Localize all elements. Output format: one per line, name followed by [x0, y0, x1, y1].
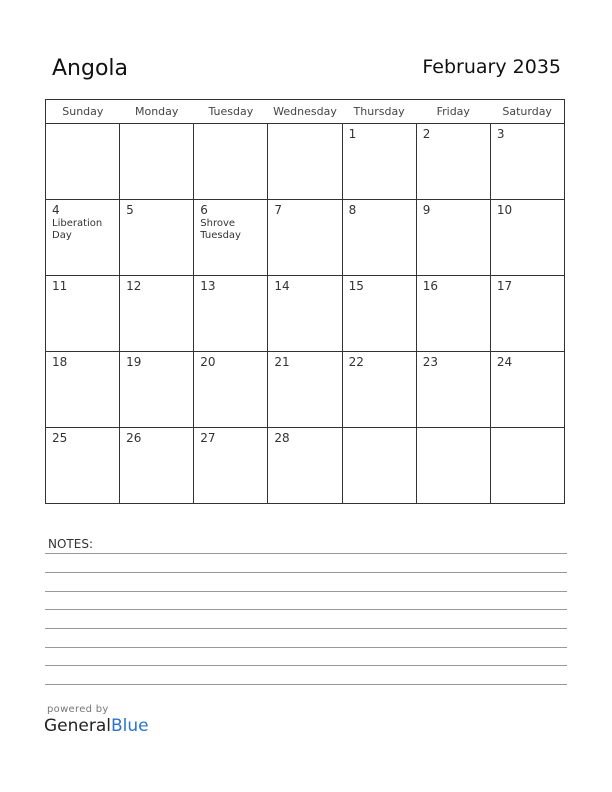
day-cell: [490, 352, 564, 428]
note-line: [45, 628, 567, 629]
day-number: 20: [200, 355, 216, 369]
day-cell: [194, 124, 268, 200]
weekday-header: Monday: [120, 100, 194, 124]
day-cell: [120, 124, 194, 200]
day-cell: [490, 200, 564, 276]
day-number: 17: [496, 279, 513, 293]
day-cell: [416, 428, 490, 504]
calendar-grid: [45, 99, 565, 504]
brand-blue: Blue: [111, 716, 149, 736]
day-number: 25: [52, 431, 68, 445]
week-row: [46, 428, 565, 504]
day-cell: [416, 124, 490, 200]
day-number: 12: [126, 279, 142, 293]
day-number: 14: [274, 279, 290, 293]
day-number: 4: [52, 203, 60, 217]
day-cell: [46, 124, 120, 200]
day-cell: [46, 428, 120, 504]
weekday-header: Tuesday: [194, 100, 268, 124]
weekday-header: Saturday: [490, 100, 564, 124]
holiday-label: Liberation Day: [52, 218, 103, 241]
day-number: 5: [126, 203, 134, 217]
day-cell: [342, 428, 416, 504]
day-number: 7: [274, 203, 283, 217]
day-number: 16: [422, 279, 438, 293]
week-row: [46, 276, 565, 352]
day-cell: [342, 124, 416, 200]
day-number: 1: [348, 127, 357, 141]
notes-label: NOTES:: [48, 537, 93, 551]
day-cell: [268, 352, 342, 428]
day-number: 22: [348, 355, 364, 369]
day-number: 23: [422, 355, 438, 369]
day-number: 26: [126, 431, 142, 445]
day-cell: [416, 352, 490, 428]
day-number: 6: [200, 203, 208, 217]
weekday-header: Thursday: [342, 100, 416, 124]
day-number: 3: [496, 127, 505, 141]
day-cell: [194, 200, 268, 276]
day-number: 21: [274, 355, 290, 369]
weekday-header: Wednesday: [268, 100, 342, 124]
month-year-title: February 2035: [422, 56, 561, 78]
day-cell: [120, 200, 194, 276]
day-number: 18: [52, 355, 68, 369]
day-cell: [416, 276, 490, 352]
day-number: 9: [422, 203, 431, 217]
day-cell: [268, 276, 342, 352]
day-number: 13: [200, 279, 216, 293]
day-number: 27: [200, 431, 216, 445]
day-cell: [46, 352, 120, 428]
day-number: 2: [422, 127, 431, 141]
day-cell: [342, 200, 416, 276]
week-row: [46, 200, 565, 276]
day-cell: [120, 428, 194, 504]
day-number: 11: [52, 279, 68, 293]
note-line: [45, 647, 567, 648]
day-cell: [490, 124, 564, 200]
day-cell: [490, 276, 564, 352]
day-cell: [268, 124, 342, 200]
day-cell: [194, 276, 268, 352]
note-line: [45, 609, 567, 610]
note-line: [45, 684, 567, 685]
day-number: 10: [496, 203, 513, 217]
day-cell: [194, 428, 268, 504]
day-cell: [120, 352, 194, 428]
day-cell: [120, 276, 194, 352]
day-cell: [268, 200, 342, 276]
day-cell: [46, 276, 120, 352]
day-number: 19: [126, 355, 142, 369]
day-cell: [194, 352, 268, 428]
note-line: [45, 553, 567, 554]
note-line: [45, 572, 567, 573]
day-cell: [268, 428, 342, 504]
week-row: [46, 352, 565, 428]
day-number: 24: [496, 355, 513, 369]
day-number: 15: [348, 279, 364, 293]
day-cell: [490, 428, 564, 504]
week-row: [46, 124, 565, 200]
note-line: [45, 591, 567, 592]
day-cell: [342, 276, 416, 352]
brand-general: General: [44, 716, 111, 736]
powered-by-text: powered by: [47, 704, 109, 715]
holiday-label: Shrove Tuesday: [200, 218, 241, 241]
note-line: [45, 665, 567, 666]
day-cell: [342, 352, 416, 428]
day-number: 8: [348, 203, 357, 217]
country-title: Angola: [52, 56, 129, 81]
day-cell: [416, 200, 490, 276]
generalblue-logo: [44, 716, 149, 736]
weekday-header: Sunday: [46, 100, 120, 124]
day-number: 28: [274, 431, 290, 445]
day-cell: [46, 200, 120, 276]
weekday-header-row: [46, 100, 565, 124]
weekday-header: Friday: [416, 100, 490, 124]
